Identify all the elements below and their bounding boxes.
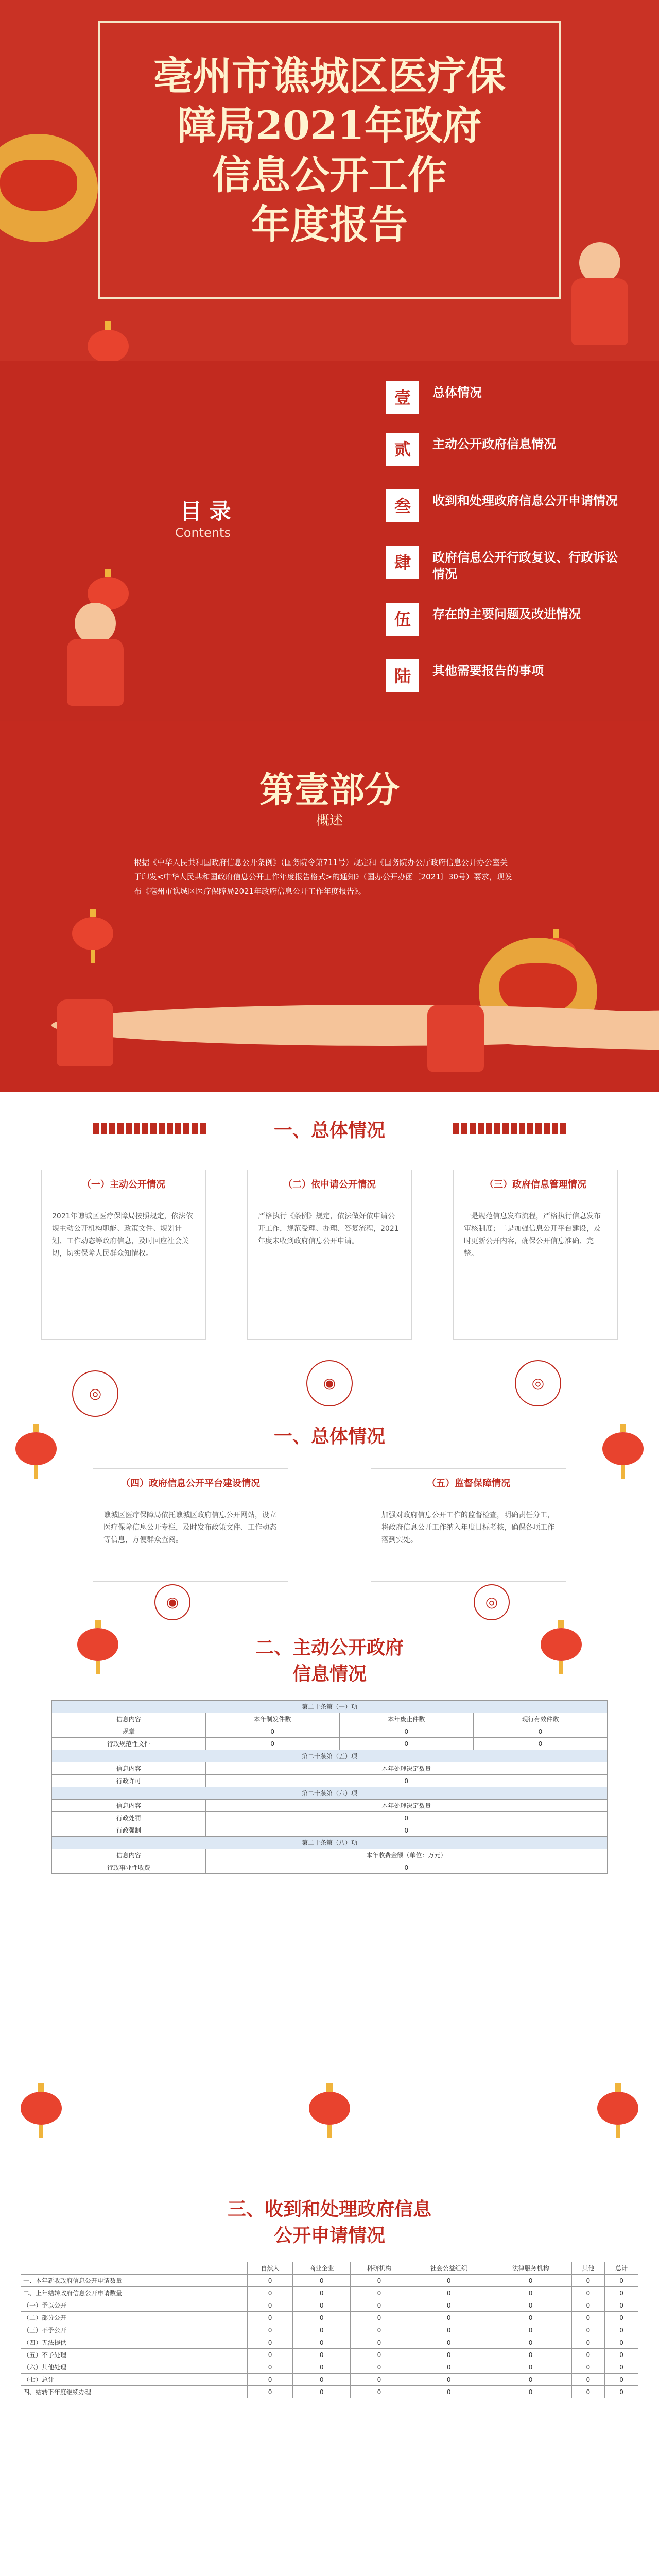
cell-value: 0 xyxy=(490,2349,571,2361)
lantern-icon xyxy=(15,1432,57,1465)
card-body: 谯城区医疗保障局依托谯城区政府信息公开网站，设立医疗保障信息公开专栏，及时发布政策文件、工作动态等信息，方便群众查阅。 xyxy=(103,1511,276,1544)
row-label: （三）不予公开 xyxy=(21,2324,248,2336)
table-row xyxy=(21,2374,638,2386)
row-label: （四）无法提供 xyxy=(21,2336,248,2349)
cell-value: 0 xyxy=(248,2349,293,2361)
cell-value: 0 xyxy=(571,2374,605,2386)
lantern-icon xyxy=(597,2092,638,2125)
cell-value: 0 xyxy=(490,2312,571,2324)
col-header: 法律服务机构 xyxy=(490,2262,571,2275)
table-row: 行政规范性文件 0 0 0 xyxy=(52,1738,608,1750)
col-header: 科研机构 xyxy=(351,2262,408,2275)
cell-value: 0 xyxy=(605,2299,638,2312)
toc-item-4[interactable] xyxy=(376,546,644,587)
title-line-1: 亳州市谯城区医疗保 xyxy=(153,53,506,99)
proactive-disclosure-section xyxy=(0,1613,659,2154)
toc-section xyxy=(0,361,659,721)
col-header: 本年制发件数 xyxy=(205,1713,339,1725)
cell-value: 0 xyxy=(248,2275,293,2287)
cell-value: 0 xyxy=(490,2275,571,2287)
table-row xyxy=(21,2275,638,2287)
col-header: 信息内容 xyxy=(52,1762,206,1775)
row-label: 二、上年结转政府信息公开申请数量 xyxy=(21,2287,248,2299)
row-label: （二）部分公开 xyxy=(21,2312,248,2324)
cell-value: 0 xyxy=(293,2386,351,2398)
card-title: （四）政府信息公开平台建设情况 xyxy=(121,1478,260,1489)
table-band: 第二十条第（六）项 xyxy=(52,1787,608,1800)
part-one-section xyxy=(0,721,659,1092)
lantern-icon xyxy=(88,330,129,361)
cell-value: 0 xyxy=(248,2386,293,2398)
cell-value: 0 xyxy=(490,2299,571,2312)
overview-card xyxy=(453,1170,618,1340)
target-icon: ◉ xyxy=(154,1584,190,1620)
col-header: 信息内容 xyxy=(52,1713,206,1725)
cell-value: 0 xyxy=(571,2324,605,2336)
cell-value: 0 xyxy=(408,2287,490,2299)
card-title: （三）政府信息管理情况 xyxy=(484,1179,586,1190)
cell-value: 0 xyxy=(248,2324,293,2336)
cell-value: 0 xyxy=(248,2287,293,2299)
cell-value: 0 xyxy=(408,2312,490,2324)
cell-value: 0 xyxy=(490,2361,571,2374)
toc-text: 主动公开政府信息情况 xyxy=(432,437,556,451)
cell-value: 0 xyxy=(605,2336,638,2349)
lantern-icon xyxy=(21,2092,62,2125)
lantern-icon xyxy=(309,2092,350,2125)
part-heading: 第壹部分 xyxy=(259,770,400,811)
toc-item-5[interactable] xyxy=(376,603,644,644)
kid-illustration xyxy=(422,969,489,1072)
table-row xyxy=(21,2336,638,2349)
cell-value: 0 xyxy=(293,2312,351,2324)
report-title xyxy=(124,52,535,249)
cell-value: 0 xyxy=(351,2324,408,2336)
target-icon: ◎ xyxy=(72,1370,118,1417)
row-label: 四、结转下年度继续办理 xyxy=(21,2386,248,2398)
toc-badge: 伍 xyxy=(386,603,419,636)
toc-item-1[interactable] xyxy=(376,381,644,422)
cell-value: 0 xyxy=(351,2361,408,2374)
cell-value: 0 xyxy=(490,2287,571,2299)
cell-value: 0 xyxy=(571,2287,605,2299)
cell-value: 0 xyxy=(351,2374,408,2386)
cell-value: 0 xyxy=(571,2312,605,2324)
cell-value: 0 xyxy=(571,2349,605,2361)
cell-value: 0 xyxy=(248,2312,293,2324)
col-header: 社会公益组织 xyxy=(408,2262,490,2275)
cell-value: 0 xyxy=(571,2386,605,2398)
table-band: 第二十条第（八）项 xyxy=(52,1837,608,1849)
cell-value: 0 xyxy=(605,2324,638,2336)
cell-value: 0 xyxy=(351,2275,408,2287)
cell-value: 0 xyxy=(605,2349,638,2361)
section-heading: 一、总体情况 xyxy=(273,1120,385,1141)
kid-illustration xyxy=(51,963,118,1066)
cell-value: 0 xyxy=(351,2349,408,2361)
card-title: （一）主动公开情况 xyxy=(82,1179,165,1190)
cell-value: 0 xyxy=(605,2374,638,2386)
cell-value: 0 xyxy=(293,2324,351,2336)
col-header: 总计 xyxy=(605,2262,638,2275)
heading-line: 公开申请情况 xyxy=(273,2225,385,2246)
cell-value: 0 xyxy=(293,2275,351,2287)
title-line-2: 障局2021年政府 xyxy=(177,103,482,148)
cell-value: 0 xyxy=(351,2312,408,2324)
overview-card xyxy=(93,1468,288,1582)
cell-value: 0 xyxy=(408,2386,490,2398)
table-row: 行政处罚 0 xyxy=(52,1812,608,1824)
camera-icon: ◎ xyxy=(515,1360,561,1406)
cell-value: 0 xyxy=(351,2336,408,2349)
table-row xyxy=(21,2386,638,2398)
heading-line: 信息情况 xyxy=(292,1664,367,1685)
table-band: 第二十条第（五）项 xyxy=(52,1750,608,1762)
col-header: 本年废止件数 xyxy=(339,1713,473,1725)
section-heading: 一、总体情况 xyxy=(273,1426,385,1447)
lantern-icon xyxy=(72,917,113,950)
cell-value: 0 xyxy=(408,2374,490,2386)
lion-dance-illustration xyxy=(0,134,98,242)
table-row xyxy=(21,2287,638,2299)
cell-value: 0 xyxy=(605,2386,638,2398)
card-title: （二）依申请公开情况 xyxy=(283,1179,376,1190)
col-header: 现行有效件数 xyxy=(473,1713,607,1725)
row-label: （五）不予处理 xyxy=(21,2349,248,2361)
overview-card xyxy=(41,1170,206,1340)
camera-icon: ◎ xyxy=(474,1584,510,1620)
cell-value: 0 xyxy=(293,2336,351,2349)
toc-badge: 陆 xyxy=(386,659,419,692)
cell-value: 0 xyxy=(293,2374,351,2386)
cell-value: 0 xyxy=(571,2299,605,2312)
toc-text: 政府信息公开行政复议、行政诉讼情况 xyxy=(432,550,618,581)
col-header: 商业企业 xyxy=(293,2262,351,2275)
drummer-kid-illustration xyxy=(566,242,633,345)
cell-value: 0 xyxy=(605,2312,638,2324)
application-table xyxy=(21,2262,638,2398)
table-row xyxy=(21,2312,638,2324)
cell-value: 0 xyxy=(293,2361,351,2374)
cell-value: 0 xyxy=(490,2336,571,2349)
row-label: （六）其他处理 xyxy=(21,2361,248,2374)
cell-value: 0 xyxy=(248,2336,293,2349)
cell-value: 0 xyxy=(408,2299,490,2312)
cell-value: 0 xyxy=(248,2361,293,2374)
section-heading xyxy=(0,1633,659,1686)
section-heading xyxy=(0,2195,659,2247)
cell-value: 0 xyxy=(571,2275,605,2287)
cover-section xyxy=(0,0,659,361)
overview-card xyxy=(247,1170,412,1340)
cell-value: 0 xyxy=(408,2324,490,2336)
col-header: 本年处理决定数量 xyxy=(205,1800,607,1812)
lantern-icon xyxy=(602,1432,644,1465)
cell-value: 0 xyxy=(605,2361,638,2374)
table-row xyxy=(21,2361,638,2374)
col-header: 信息内容 xyxy=(52,1800,206,1812)
cell-value: 0 xyxy=(293,2349,351,2361)
row-label: 一、本年新收政府信息公开申请数量 xyxy=(21,2275,248,2287)
overview-section xyxy=(0,1092,659,1611)
table-row xyxy=(21,2299,638,2312)
cell-value: 0 xyxy=(571,2336,605,2349)
table-row xyxy=(21,2349,638,2361)
cell-value: 0 xyxy=(605,2275,638,2287)
col-header: 信息内容 xyxy=(52,1849,206,1861)
row-label: （一）予以公开 xyxy=(21,2299,248,2312)
card-title: （五）监督保障情况 xyxy=(427,1478,510,1489)
toc-badge: 肆 xyxy=(386,546,419,579)
cell-value: 0 xyxy=(408,2361,490,2374)
card-body: 一是规范信息发布流程，严格执行信息发布审核制度；二是加强信息公开平台建设，及时更新公开内容，确保公开信息准确、完整。 xyxy=(464,1212,601,1258)
toc-text: 其他需要报告的事项 xyxy=(432,664,544,678)
title-line-4: 年度报告 xyxy=(251,201,408,247)
cell-value: 0 xyxy=(248,2374,293,2386)
table-row: 行政许可 0 xyxy=(52,1775,608,1787)
col-header: 其他 xyxy=(571,2262,605,2275)
col-header: 本年处理决定数量 xyxy=(205,1762,607,1775)
overview-card xyxy=(371,1468,566,1582)
col-header: 自然人 xyxy=(248,2262,293,2275)
cell-value: 0 xyxy=(408,2336,490,2349)
table-row xyxy=(21,2324,638,2336)
table-row: 规章 0 0 0 xyxy=(52,1725,608,1738)
toc-item-6[interactable] xyxy=(376,659,644,701)
toc-label: 目 录 xyxy=(180,499,231,524)
toc-sub: Contents xyxy=(175,526,231,540)
cell-value: 0 xyxy=(490,2386,571,2398)
card-body: 严格执行《条例》规定，依法做好依申请公开工作，规范受理、办理、答复流程，2021年度未收到政府信息公开申请。 xyxy=(258,1212,399,1245)
toc-text: 总体情况 xyxy=(432,385,482,400)
toc-item-2[interactable] xyxy=(376,433,644,474)
cell-value: 0 xyxy=(408,2275,490,2287)
disclosure-table xyxy=(51,1700,608,1874)
heading-line: 二、主动公开政府 xyxy=(255,1637,404,1658)
toc-text: 存在的主要问题及改进情况 xyxy=(432,607,581,621)
row-label: （七）总计 xyxy=(21,2374,248,2386)
cell-value: 0 xyxy=(408,2349,490,2361)
cell-value: 0 xyxy=(351,2287,408,2299)
application-section xyxy=(0,2164,659,2576)
cell-value: 0 xyxy=(605,2287,638,2299)
toc-item-3[interactable] xyxy=(376,489,644,531)
cell-value: 0 xyxy=(351,2386,408,2398)
target-icon: ◉ xyxy=(306,1360,353,1406)
part-subheading: 概述 xyxy=(316,813,343,828)
col-header: 本年收费金额（单位：万元） xyxy=(205,1849,607,1861)
toc-badge: 贰 xyxy=(386,433,419,466)
card-body: 加强对政府信息公开工作的监督检查，明确责任分工，将政府信息公开工作纳入年度目标考核，确保各项工作落到实处。 xyxy=(381,1511,554,1544)
toc-badge: 叁 xyxy=(386,489,419,522)
cell-value: 0 xyxy=(490,2324,571,2336)
title-line-3: 信息公开工作 xyxy=(212,152,447,198)
cell-value: 0 xyxy=(248,2299,293,2312)
cell-value: 0 xyxy=(293,2299,351,2312)
part-intro: 根据《中华人民共和国政府信息公开条例》（国务院令第711号）规定和《国务院办公厅政府信息公开办公室关于印发<中华人民共和国政府信息公开工作年度报告格式>的通知》（国办公开办函〔2021〕30号）要求，现发布《亳州市谯城区医疗保障局2021年政府信息公开工作年度报告》。 xyxy=(134,858,512,896)
toc-badge: 壹 xyxy=(386,381,419,414)
table-row: 行政强制 0 xyxy=(52,1824,608,1837)
card-body: 2021年谯城区医疗保障局按照规定，依法依规主动公开机构职能、政策文件、规划计划、工作动态等政府信息，及时回应社会关切，切实保障人民群众知情权。 xyxy=(52,1212,193,1258)
table-row: 行政事业性收费 0 xyxy=(52,1861,608,1874)
cell-value: 0 xyxy=(293,2287,351,2299)
cell-value: 0 xyxy=(351,2299,408,2312)
cell-value: 0 xyxy=(571,2361,605,2374)
heading-line: 三、收到和处理政府信息 xyxy=(227,2199,431,2220)
kid-illustration xyxy=(62,603,129,706)
toc-text: 收到和处理政府信息公开申请情况 xyxy=(432,494,618,508)
table-band: 第二十条第（一）项 xyxy=(52,1701,608,1713)
cell-value: 0 xyxy=(490,2374,571,2386)
